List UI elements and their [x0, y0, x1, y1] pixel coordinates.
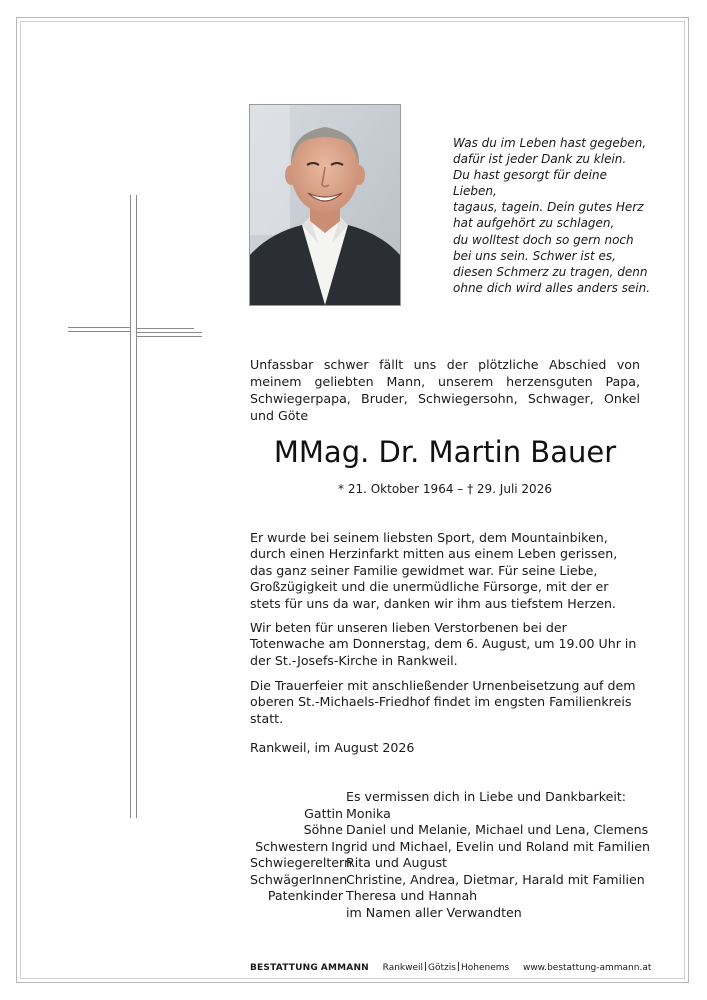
survivors-heading-row	[250, 789, 650, 806]
location: Rankweil	[382, 963, 424, 973]
cross-horizontal-line	[136, 336, 202, 337]
survivor-names: Christine, Andrea, Dietmar, Harald mit Familien	[346, 871, 645, 887]
survivors-list	[250, 789, 650, 921]
cross-vertical-line	[136, 195, 137, 818]
survivor-row	[250, 872, 650, 889]
website-link[interactable]: www.bestattung-ammann.at	[522, 963, 652, 973]
memorial-poem: Was du im Leben hast gegeben, dafür ist jeder Dank zu klein. Du hast gesorgt für deine Lieben, tagaus, tagein. Dein gutes Herz hat aufgehört zu schlagen, du wolltest doch so gern noch bei uns sein. Schwer ist es, diesen Schmerz zu tragen, denn ohne dich wird alles anders sein.	[453, 136, 651, 295]
portrait-image	[250, 105, 400, 305]
survivor-role: Schwiegereltern	[250, 855, 352, 870]
paragraph-vigil: Wir beten für unseren lieben Verstorbenen bei der Totenwache am Donnerstag, dem 6. August, um 19.00 Uhr in der St.-Josefs-Kirche in Rankweil.	[250, 620, 637, 668]
survivor-names: Monika	[346, 805, 391, 821]
survivor-role: SchwägerInnen	[250, 871, 348, 887]
life-dates: * 21. Oktober 1964 – † 29. Juli 2026	[338, 482, 552, 496]
survivors-closing-row	[250, 905, 650, 922]
survivor-names: Rita und August	[346, 855, 447, 870]
separator	[458, 962, 459, 971]
survivor-row	[250, 822, 650, 839]
portrait-photo	[249, 104, 401, 306]
paragraph-funeral: Die Trauerfeier mit anschließender Urnenbeisetzung auf dem oberen St.-Michaels-Friedhof findet im engsten Familienkreis statt.	[250, 678, 636, 726]
survivor-names: Daniel und Melanie, Michael und Lena, Clemens	[346, 822, 649, 837]
cross-horizontal-line	[68, 327, 130, 328]
paragraph-tribute: Er wurde bei seinem liebsten Sport, dem Mountainbiken, durch einen Herzinfarkt mitten aus einem Leben gerissen, das ganz seiner Familie gewidmet war. Für seine Liebe, Großzügigkeit und die unermüdliche Fürsorge, mit der er stets für uns da war, danken wir ihm aus tiefstem Herzen.	[250, 530, 618, 611]
survivor-row	[250, 806, 650, 823]
funeral-home-footer	[250, 962, 651, 974]
cross-horizontal-line	[136, 328, 194, 329]
intro-text: Unfassbar schwer fällt uns der plötzliche Abschied von meinem geliebten Mann, unserem herzensguten Papa, Schwiegerpapa, Bruder, Schwiegersohn, Schwager, Onkel und Göte	[250, 357, 640, 423]
survivor-names: Ingrid und Michael, Evelin und Roland mit Familien	[331, 838, 650, 854]
survivor-row	[250, 839, 650, 856]
brand-prefix: BESTATTUNG	[250, 963, 318, 973]
cross-vertical-line	[130, 195, 131, 818]
survivor-role: Patenkinder	[267, 888, 343, 903]
survivors-closing: im Namen aller Verwandten	[346, 904, 522, 920]
cross-horizontal-line	[136, 332, 202, 333]
deceased-name: MMag. Dr. Martin Bauer	[273, 435, 617, 469]
survivor-row	[250, 888, 650, 905]
cross-horizontal-line	[68, 331, 130, 332]
separator	[425, 962, 426, 971]
survivors-heading: Es vermissen dich in Liebe und Dankbarkeit:	[346, 789, 627, 804]
survivor-role: Schwestern	[255, 838, 329, 854]
survivor-names: Theresa und Hannah	[346, 888, 478, 903]
survivor-row	[250, 855, 650, 872]
survivor-role: Söhne	[303, 822, 343, 837]
survivor-role: Gattin	[304, 805, 343, 821]
location: Götzis	[428, 963, 456, 973]
location: Hohenems	[460, 963, 510, 973]
brand-name: AMMANN	[320, 963, 369, 973]
place-date: Rankweil, im August 2026	[250, 740, 415, 755]
